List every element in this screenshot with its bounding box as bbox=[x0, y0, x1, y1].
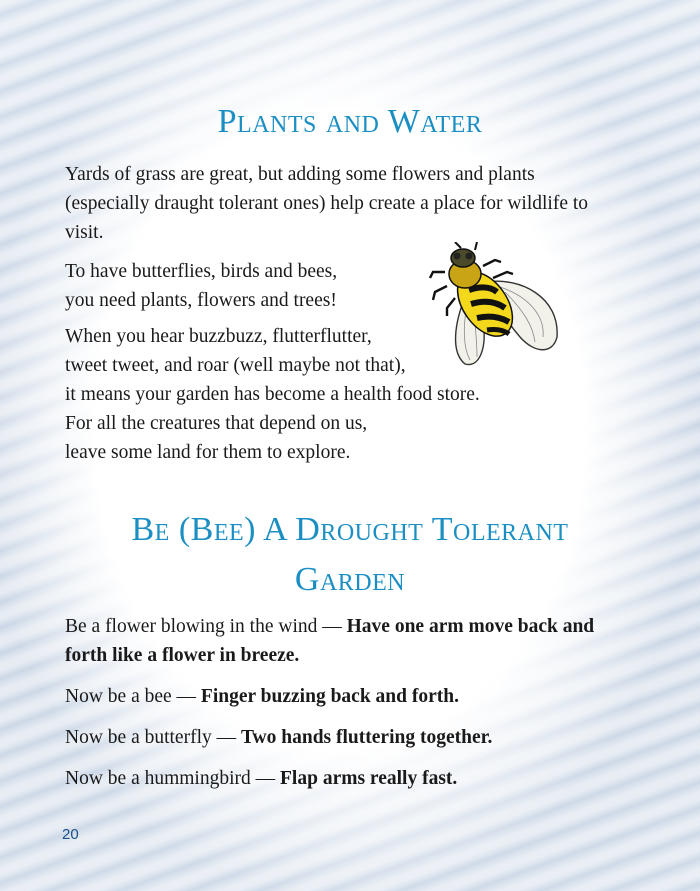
movement-action: Flap arms really fast. bbox=[280, 768, 458, 789]
movement-action: Two hands fluttering together. bbox=[241, 727, 493, 748]
movement-item bbox=[65, 612, 605, 670]
intro-paragraph: Yards of grass are great, but adding some flowers and plants (especially draught tolerant ones) help create a place for wildlife to visit. bbox=[65, 164, 589, 243]
movement-action: Have one arm move back and forth like a flower in breeze. bbox=[65, 616, 595, 666]
page-number: 20 bbox=[62, 826, 79, 843]
movement-item bbox=[65, 764, 605, 793]
section-title-drought-tolerant-garden bbox=[0, 505, 700, 605]
movement-prompt: Be a flower blowing in the wind — bbox=[65, 616, 347, 637]
movement-item bbox=[65, 723, 605, 752]
poem-line: To have butterflies, birds and bees, bbox=[65, 261, 338, 282]
bee-icon bbox=[425, 242, 565, 372]
movement-action: Finger buzzing back and forth. bbox=[200, 686, 459, 707]
poem-line: For all the creatures that depend on us, bbox=[65, 413, 368, 434]
movement-prompt: Now be a butterfly — bbox=[65, 727, 241, 748]
movement-prompt: Now be a bee — bbox=[65, 686, 201, 707]
section-title-line: Garden bbox=[294, 561, 406, 598]
movement-instructions bbox=[65, 612, 605, 805]
section-title-line: Be (Bee) A Drought Tolerant bbox=[131, 511, 569, 548]
poem-line: leave some land for them to explore. bbox=[65, 442, 351, 463]
movement-prompt: Now be a hummingbird — bbox=[65, 768, 281, 789]
poem-line: When you hear buzzbuzz, flutterflutter, bbox=[65, 326, 372, 347]
poem-line: it means your garden has become a health food store. bbox=[65, 384, 480, 405]
poem-line: tweet tweet, and roar (well maybe not that), bbox=[65, 355, 406, 376]
section-title-plants-and-water: Plants and Water bbox=[217, 103, 483, 140]
poem-line: you need plants, flowers and trees! bbox=[65, 290, 337, 311]
movement-item bbox=[65, 682, 605, 711]
